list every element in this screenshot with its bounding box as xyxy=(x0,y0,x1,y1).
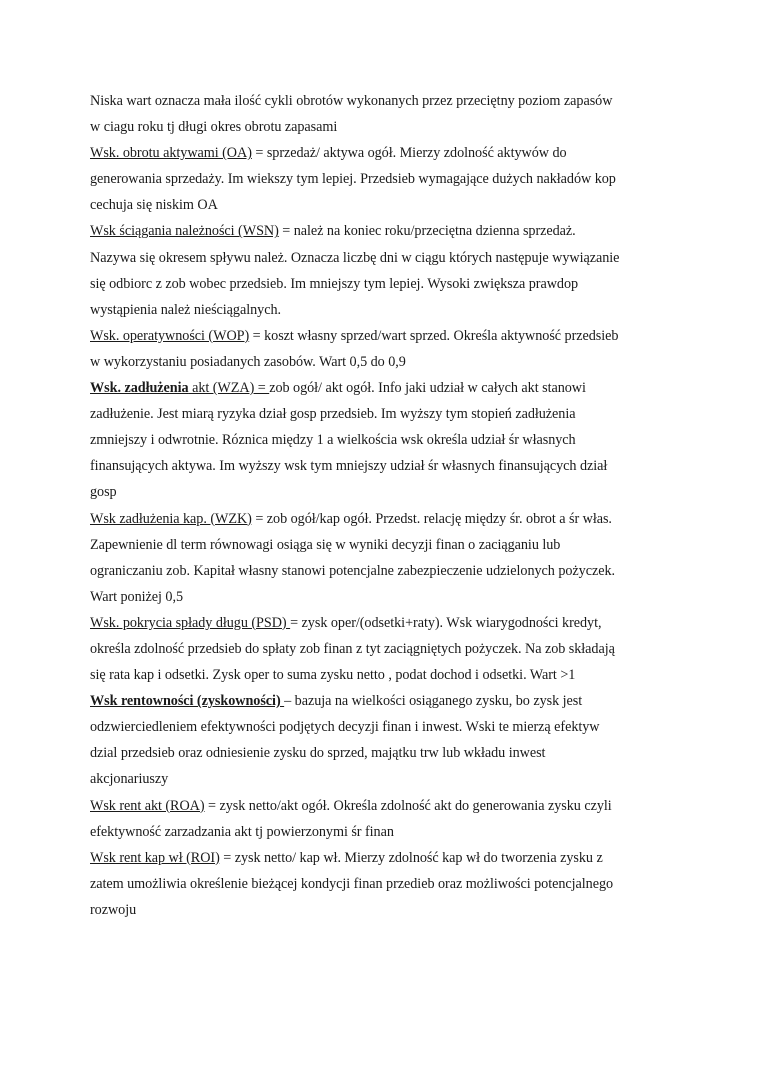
text-line xyxy=(90,793,690,819)
text-segment: zob ogół/ akt ogół. Info jaki udział w całych akt stanowi xyxy=(269,380,586,397)
text-line xyxy=(90,375,690,401)
text-segment: określa zdolność przedsieb do spłaty zob finan z tyt zaciągniętych pożyczek. Na zob składają xyxy=(90,640,615,657)
text-line xyxy=(90,532,690,558)
text-line xyxy=(90,271,690,297)
bold-underlined-term: Wsk rentowności (zyskowności) xyxy=(90,693,285,710)
text-segment: zmniejszy i odwrotnie. Róznica między 1 a wielkościa wsk określa udział śr własnych xyxy=(90,432,576,449)
text-line xyxy=(90,218,690,244)
text-line xyxy=(90,506,690,532)
text-line xyxy=(90,453,690,479)
text-segment: zadłużenie. Jest miarą ryzyka dział gosp przedsieb. Im wyższy tym stopień zadłużenia xyxy=(90,406,576,423)
text-segment: = należ na koniec roku/przeciętna dzienna sprzedaż. xyxy=(278,223,576,240)
document-body-text xyxy=(90,88,690,923)
text-line xyxy=(90,114,690,140)
underlined-term: Wsk. operatywności (WOP) xyxy=(90,327,250,344)
text-line xyxy=(90,662,690,688)
text-segment: efektywność zarzadzania akt tj powierzonymi śr finan xyxy=(90,823,394,840)
text-segment: dzial przedsieb oraz odniesienie zysku do sprzed, majątku trw lub wkładu inwest xyxy=(90,745,546,762)
underlined-term: Wsk rent kap wł (ROI) xyxy=(90,849,220,866)
text-line xyxy=(90,714,690,740)
text-line xyxy=(90,819,690,845)
text-line xyxy=(90,636,690,662)
text-segment: wystąpienia należ nieściągalnych. xyxy=(90,301,281,318)
text-line xyxy=(90,766,690,792)
text-segment: gosp xyxy=(90,484,117,501)
text-segment: się rata kap i odsetki. Zysk oper to suma zysku netto , podat dochod i odsetki. Wart >1 xyxy=(90,667,576,684)
underlined-term: akt (WZA) = xyxy=(188,380,270,397)
text-segment: = sprzedaż/ aktywa ogół. Mierzy zdolność aktywów do xyxy=(251,145,567,162)
text-segment: = zysk oper/(odsetki+raty). Wsk wiarygodności kredyt, xyxy=(290,614,602,631)
text-line xyxy=(90,871,690,897)
text-line xyxy=(90,349,690,375)
underlined-term: Wsk ściągania należności (WSN) xyxy=(90,223,279,240)
text-segment: akcjonariuszy xyxy=(90,771,169,788)
text-segment: – bazuja na wielkości osiąganego zysku, bo zysk jest xyxy=(284,693,583,710)
text-line xyxy=(90,88,690,114)
text-segment: Niska wart oznacza mała ilość cykli obrotów wykonanych przez przeciętny poziom zapasów xyxy=(90,93,613,109)
text-line xyxy=(90,401,690,427)
text-segment: się odbiorc z zob wobec przedsieb. Im mniejszy tym lepiej. Wysoki zwiększa prawdop xyxy=(90,275,579,292)
text-segment: w ciagu roku tj długi okres obrotu zapasami xyxy=(90,119,338,136)
text-segment: w wykorzystaniu posiadanych zasobów. Wart 0,5 do 0,9 xyxy=(90,353,406,370)
text-segment: rozwoju xyxy=(90,901,137,918)
text-segment: Wart poniżej 0,5 xyxy=(90,588,184,605)
text-line xyxy=(90,558,690,584)
underlined-term: Wsk. obrotu aktywami (OA) xyxy=(90,145,252,162)
text-line xyxy=(90,166,690,192)
bold-underlined-term: Wsk. zadłużenia xyxy=(90,380,189,397)
text-line xyxy=(90,688,690,714)
text-line xyxy=(90,297,690,323)
text-line xyxy=(90,479,690,505)
text-segment: = zysk netto/akt ogół. Określa zdolność akt do generowania zysku czyli xyxy=(204,797,612,814)
text-segment: Nazywa się okresem spływu należ. Oznacza liczbę dni w ciągu których następuje wywiązanie xyxy=(90,249,620,266)
text-line xyxy=(90,192,690,218)
text-line xyxy=(90,245,690,271)
text-segment: Zapewnienie dl term równowagi osiąga się w wyniki decyzji finan o zaciąganiu lub xyxy=(90,536,561,553)
text-segment: finansujących aktywa. Im wyższy wsk tym mniejszy udział śr własnych finansujących dział xyxy=(90,458,608,475)
text-line xyxy=(90,740,690,766)
text-segment: ograniczaniu zob. Kapitał własny stanowi potencjalne zabezpieczenie udzielonych pożyczek. xyxy=(90,562,615,579)
text-segment: zatem umożliwia określenie bieżącej kondycji finan przedieb oraz możliwości potencjalnego xyxy=(90,875,614,892)
text-segment: odzwierciedleniem efektywności podjętych decyzji finan i inwest. Wski te mierzą efektyw xyxy=(90,719,600,736)
text-segment: = koszt własny sprzed/wart sprzed. Określa aktywność przedsieb xyxy=(249,327,619,344)
text-line xyxy=(90,845,690,871)
text-segment: cechuja się niskim OA xyxy=(90,197,218,214)
text-segment: = zob ogół/kap ogół. Przedst. relację między śr. obrot a śr włas. xyxy=(251,510,612,527)
text-segment: generowania sprzedaży. Im wiekszy tym lepiej. Przedsieb wymagające dużych nakładów kop xyxy=(90,171,616,188)
text-line xyxy=(90,323,690,349)
text-segment: = zysk netto/ kap wł. Mierzy zdolność kap wł do tworzenia zysku z xyxy=(219,849,603,866)
text-line xyxy=(90,140,690,166)
text-line xyxy=(90,427,690,453)
underlined-term: Wsk zadłużenia kap. (WZK) xyxy=(90,510,252,527)
text-line xyxy=(90,897,690,923)
underlined-term: Wsk rent akt (ROA) xyxy=(90,797,205,814)
text-line xyxy=(90,584,690,610)
underlined-term: Wsk. pokrycia spłady długu (PSD) xyxy=(90,614,291,631)
text-line xyxy=(90,610,690,636)
